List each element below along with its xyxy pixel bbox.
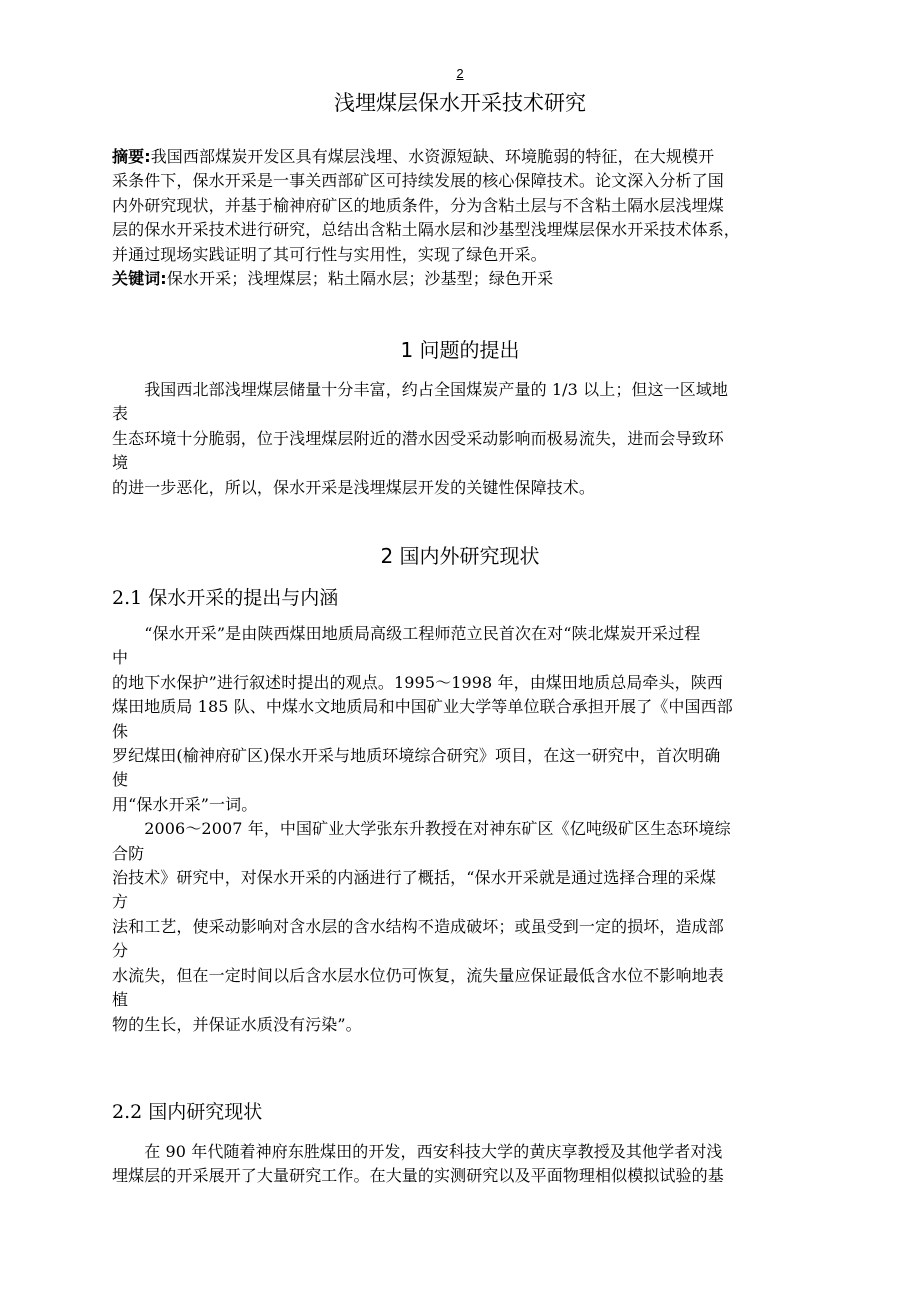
paragraph-line: 法和工艺，使采动影响对含水层的含水结构不造成破坏；或虽受到一定的损坏，造成部 bbox=[112, 916, 724, 936]
paragraph-line: 我国西北部浅埋煤层储量十分丰富，约占全国煤炭产量的 1/3 以上；但这一区域地 bbox=[112, 380, 729, 399]
keywords-text: 保水开采；浅埋煤层；粘土隔水层；沙基型；绿色开采 bbox=[166, 269, 554, 289]
paragraph-line: 在 90 年代随着神府东胜煤田的开发，西安科技大学的黄庆享教授及其他学者对浅 bbox=[112, 1142, 723, 1161]
subsection-heading: 2.2 国内研究现状 bbox=[112, 1101, 263, 1123]
section2-2-body bbox=[112, 1140, 818, 1189]
paragraph-line: 埋煤层的开采展开了大量研究工作。在大量的实测研究以及平面物理相似模拟试验的基 bbox=[112, 1166, 724, 1186]
keywords-label: 关键词: bbox=[112, 269, 167, 289]
paragraph-line: 植 bbox=[112, 990, 129, 1010]
paragraph-line: 煤田地质局 185 队、中煤水文地质局和中国矿业大学等单位联合承担开展了《中国西部 bbox=[112, 697, 733, 717]
subsection-heading: 2.1 保水开采的提出与内涵 bbox=[112, 587, 339, 609]
paragraph-line: 表 bbox=[112, 404, 129, 424]
section-heading: 1 问题的提出 bbox=[400, 338, 520, 362]
abstract-line: 层的保水开采技术进行研究，总结出含粘土隔水层和沙基型浅埋煤层保水开采技术体系， bbox=[112, 220, 740, 240]
section-heading: 2 国内外研究现状 bbox=[380, 544, 540, 568]
abstract-label: 摘要: bbox=[112, 147, 151, 166]
paragraph-line: 中 bbox=[112, 648, 129, 668]
paragraph-line: 生态环境十分脆弱，位于浅埋煤层附近的潜水因受采动影响而极易流失，进而会导致环 bbox=[112, 428, 724, 448]
paragraph-line: 合防 bbox=[112, 843, 145, 863]
paragraph-line: 的地下水保护”进行叙述时提出的观点。1995～1998 年，由煤田地质总局牵头，陕西 bbox=[112, 672, 723, 692]
abstract-line: 内外研究现状，并基于榆神府矿区的地质条件，分为含粘土层与不含粘土隔水层浅埋煤 bbox=[112, 195, 724, 215]
paragraph-line: 侏 bbox=[112, 721, 129, 741]
paragraph-line: 治技术》研究中，对保水开采的内涵进行了概括，“保水开采就是通过选择合理的采煤 bbox=[112, 868, 716, 888]
paragraph-line: “保水开采”是由陕西煤田地质局高级工程师范立民首次在对“陕北煤炭开采过程 bbox=[112, 624, 701, 643]
paragraph-line: 罗纪煤田(榆神府矿区)保水开采与地质环境综合研究》项目，在这一研究中，首次明确 bbox=[112, 746, 721, 766]
page-title: 浅埋煤层保水开采技术研究 bbox=[334, 91, 586, 115]
keywords-line bbox=[112, 267, 818, 291]
paragraph-line: 水流失，但在一定时间以后含水层水位仍可恢复，流失量应保证最低含水位不影响地表 bbox=[112, 965, 724, 985]
paragraph-line: 用“保水开采”一词。 bbox=[112, 794, 258, 814]
paragraph-line: 物的生长，并保证水质没有污染”。 bbox=[112, 1014, 362, 1034]
paragraph-line: 的进一步恶化，所以，保水开采是浅埋煤层开发的关键性保障技术。 bbox=[112, 477, 596, 497]
abstract-line: 并通过现场实践证明了其可行性与实用性，实现了绿色开采。 bbox=[112, 244, 547, 264]
abstract-text: 我国西部煤炭开发区具有煤层浅埋、水资源短缺、环境脆弱的特征，在大规模开 bbox=[150, 147, 715, 166]
section1-body bbox=[112, 378, 818, 500]
abstract-block bbox=[112, 145, 818, 291]
section2-1-body bbox=[112, 622, 818, 1037]
paragraph-line: 分 bbox=[112, 941, 129, 961]
abstract-line: 采条件下，保水开采是一事关西部矿区可持续发展的核心保障技术。论文深入分析了国 bbox=[112, 171, 724, 191]
page-number: 2 bbox=[456, 66, 464, 81]
paragraph-line: 方 bbox=[112, 892, 129, 912]
paragraph-line: 使 bbox=[112, 770, 129, 790]
paragraph-line: 境 bbox=[112, 453, 129, 473]
paragraph-line: 2006～2007 年，中国矿业大学张东升教授在对神东矿区《亿吨级矿区生态环境综 bbox=[112, 819, 731, 839]
abstract-line bbox=[112, 145, 818, 169]
